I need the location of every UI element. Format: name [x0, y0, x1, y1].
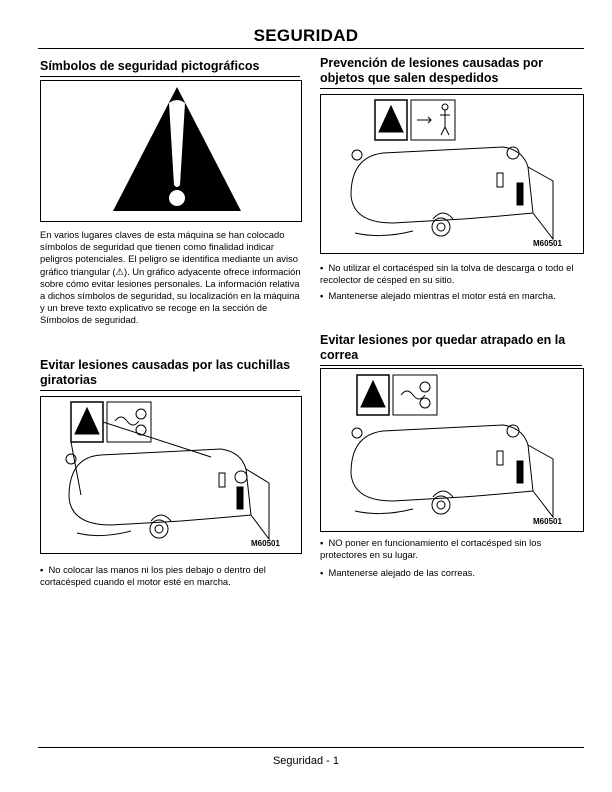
bullet-icon: •: [320, 262, 324, 273]
bullet-icon: •: [40, 564, 44, 575]
figure-code-label: M60501: [251, 539, 280, 548]
warning-symbol-figure: [40, 80, 302, 222]
page-footer: Seguridad - 1: [272, 755, 340, 767]
list-item: • No colocar las manos ni los pies debajo o dentro del cortacésped cuando el motor esté en marcha.: [40, 564, 266, 588]
mower-deck-figure-thrown-objects: [320, 94, 584, 254]
mower-deck-figure-blades: [40, 396, 302, 554]
heading-thrown-objects: Prevención de lesiones causadas por objetos que salen despedidos: [320, 56, 582, 89]
page-title: SEGURIDAD: [253, 26, 359, 45]
footer-rule: [38, 747, 584, 748]
mower-deck-illustration: [321, 369, 583, 531]
heading-underline: [40, 76, 300, 77]
list-item: • No utilizar el cortacésped sin la tolva de descarga o todo el recolector de césped en su sitio.: [320, 262, 574, 286]
figure-code-label: M60501: [533, 517, 562, 526]
mower-deck-illustration: [321, 95, 583, 253]
mower-deck-figure-belt: [320, 368, 584, 532]
list-item: • Mantenerse alejado de las correas.: [320, 567, 475, 578]
bullet-icon: •: [320, 537, 324, 548]
heading-underline: [320, 365, 582, 366]
heading-pictographic-symbols: Símbolos de seguridad pictográficos: [40, 59, 300, 77]
bullet-icon: •: [320, 567, 324, 578]
figure-code-label: M60501: [533, 239, 562, 248]
bullet-icon: •: [320, 290, 324, 301]
mower-deck-illustration: [41, 397, 301, 553]
heading-belt-entanglement: Evitar lesiones por quedar atrapado en la correa: [320, 333, 582, 366]
warning-triangle-icon: [41, 81, 301, 221]
pictographic-body-text: En varios lugares claves de esta máquina se han colocado símbolos de seguridad que tienen como finalidad indicar peligros potenciales. El peligro se identifica mediante un aviso gráfico triangular (⚠). Un gráfico adyacente ofrece información sobre cómo evitar lesiones personales. La información relativa a dichos símbolos de seguridad, su localización en la máquina y un breve texto explicativo se recoge en la sección de Símbolos de seguridad.: [40, 229, 301, 326]
heading-underline: [40, 390, 300, 391]
heading-underline: [320, 88, 582, 89]
header-rule: [38, 48, 584, 49]
list-item: • NO poner en funcionamiento el cortacésped sin los protectores en su lugar.: [320, 537, 542, 561]
list-item: • Mantenerse alejado mientras el motor está en marcha.: [320, 290, 556, 301]
heading-rotating-blades: Evitar lesiones causadas por las cuchillas giratorias: [40, 358, 300, 391]
